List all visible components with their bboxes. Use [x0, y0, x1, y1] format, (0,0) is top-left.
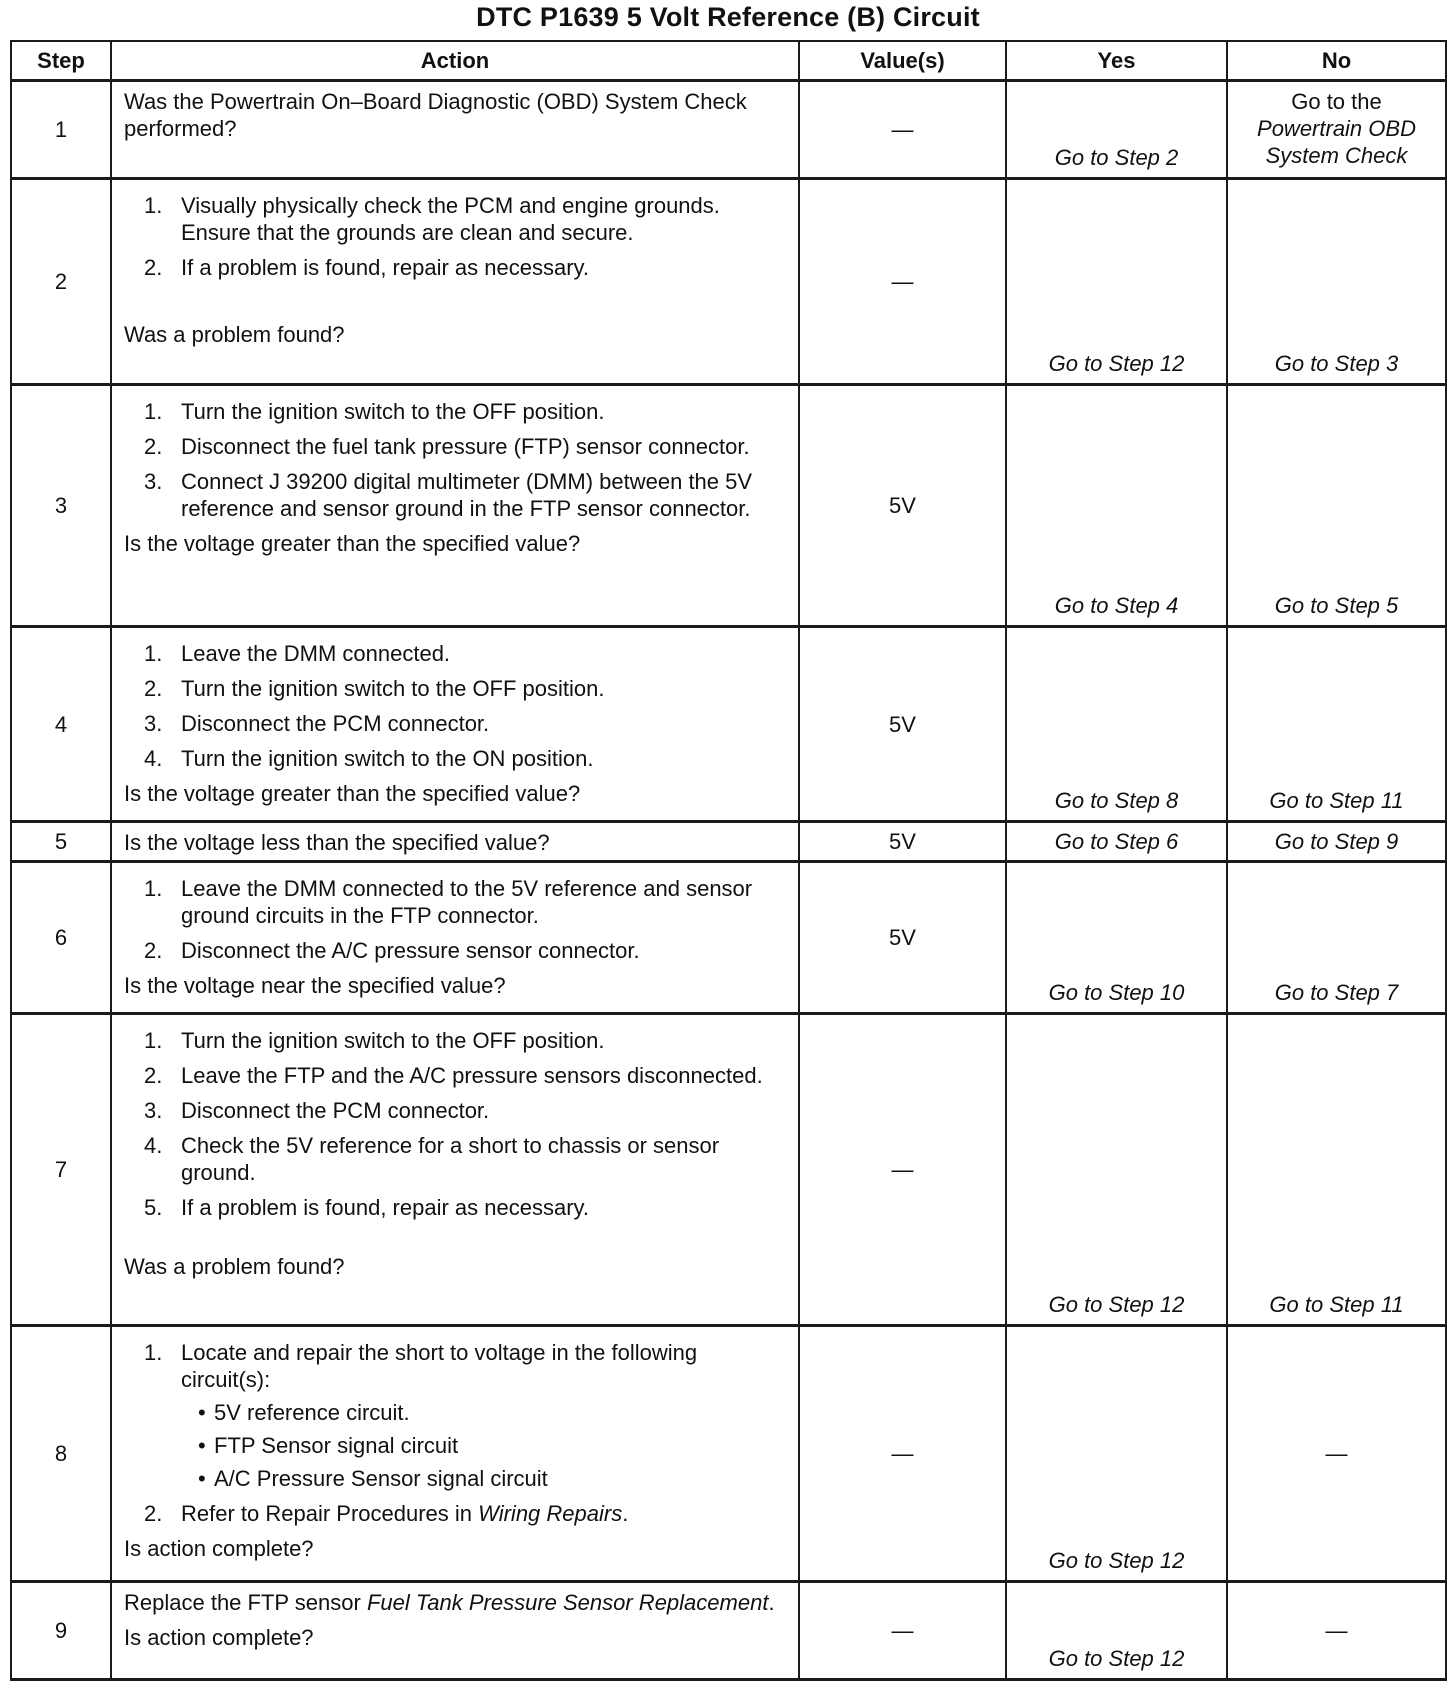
- action-steps: [124, 640, 786, 772]
- yes-cell: Go to Step 4: [1006, 385, 1227, 627]
- action-steps: [124, 398, 786, 522]
- action-question: Was a problem found?: [124, 1254, 345, 1279]
- circuit-list: [181, 1399, 786, 1492]
- value-cell: 5V: [799, 862, 1006, 1014]
- action-step: 2. If a problem is found, repair as necessary.: [144, 255, 590, 280]
- no-cell: Go to Step 3: [1227, 179, 1446, 385]
- action-step: 4. Turn the ignition switch to the ON position.: [144, 746, 594, 771]
- header-values: Value(s): [799, 41, 1006, 81]
- action-cell: [111, 822, 799, 862]
- no-cell: Go to Step 9: [1227, 822, 1446, 862]
- no-text-link: Powertrain OBD System Check: [1257, 116, 1416, 168]
- action-text: Was the Powertrain On–Board Diagnostic (OBD) System Check performed?: [124, 89, 747, 141]
- step-number: 9: [11, 1582, 111, 1680]
- action-question: Is action complete?: [124, 1625, 314, 1650]
- action-step: 1. Turn the ignition switch to the OFF position.: [144, 399, 605, 424]
- value-cell: 5V: [799, 822, 1006, 862]
- value-cell: —: [799, 81, 1006, 179]
- action-step: 3. Disconnect the PCM connector.: [144, 711, 490, 736]
- action-step: 3. Disconnect the PCM connector.: [144, 1098, 490, 1123]
- action-steps: [124, 1027, 786, 1221]
- action-step: 1. Leave the DMM connected to the 5V reference and sensor ground circuits in the FTP connector.: [144, 876, 753, 928]
- action-steps: [124, 875, 786, 964]
- action-step: 2. Disconnect the fuel tank pressure (FTP) sensor connector.: [144, 434, 750, 459]
- action-cell: [111, 1582, 799, 1680]
- action-cell: [111, 1326, 799, 1582]
- no-cell: Go to Step 7: [1227, 862, 1446, 1014]
- list-item: • A/C Pressure Sensor signal circuit: [181, 1465, 786, 1492]
- list-item: • FTP Sensor signal circuit: [181, 1432, 786, 1459]
- action-step: 2. Leave the FTP and the A/C pressure sensors disconnected.: [144, 1063, 763, 1088]
- value-cell: —: [799, 179, 1006, 385]
- table-row: [11, 627, 1446, 822]
- action-step: 1. Leave the DMM connected.: [144, 641, 451, 666]
- action-step: 4. Check the 5V reference for a short to chassis or sensor ground.: [144, 1133, 720, 1185]
- action-question: Is the voltage greater than the specified value?: [124, 531, 581, 556]
- diagnostic-table: [10, 40, 1447, 1681]
- value-cell: 5V: [799, 627, 1006, 822]
- table-row: [11, 81, 1446, 179]
- wiring-repairs-reference: Wiring Repairs: [478, 1501, 623, 1526]
- value-cell: 5V: [799, 385, 1006, 627]
- action-question: Is the voltage greater than the specified value?: [124, 781, 581, 806]
- table-row: [11, 179, 1446, 385]
- action-question: Was a problem found?: [124, 322, 345, 347]
- action-cell: [111, 179, 799, 385]
- step-number: 7: [11, 1014, 111, 1326]
- table-row: [11, 1582, 1446, 1680]
- yes-cell: Go to Step 12: [1006, 1582, 1227, 1680]
- action-step: 1. Turn the ignition switch to the OFF position.: [144, 1028, 605, 1053]
- header-no: No: [1227, 41, 1446, 81]
- action-cell: [111, 862, 799, 1014]
- table-row: [11, 385, 1446, 627]
- no-cell: [1227, 81, 1446, 179]
- no-text-line1: Go to the: [1291, 89, 1382, 114]
- no-cell: —: [1227, 1582, 1446, 1680]
- step-number: 5: [11, 822, 111, 862]
- step-number: 8: [11, 1326, 111, 1582]
- action-steps: [124, 192, 786, 281]
- yes-cell: Go to Step 12: [1006, 1014, 1227, 1326]
- action-question: Is the voltage near the specified value?: [124, 973, 506, 998]
- action-step: 2. Disconnect the A/C pressure sensor connector.: [144, 938, 640, 963]
- yes-cell: Go to Step 12: [1006, 1326, 1227, 1582]
- no-cell: —: [1227, 1326, 1446, 1582]
- table-row: [11, 822, 1446, 862]
- yes-cell: Go to Step 2: [1006, 81, 1227, 179]
- yes-cell: Go to Step 12: [1006, 179, 1227, 385]
- action-cell: [111, 385, 799, 627]
- page-title: DTC P1639 5 Volt Reference (B) Circuit: [476, 2, 980, 32]
- no-cell: Go to Step 11: [1227, 627, 1446, 822]
- list-item: • 5V reference circuit.: [181, 1399, 786, 1426]
- no-cell: Go to Step 11: [1227, 1014, 1446, 1326]
- value-cell: —: [799, 1326, 1006, 1582]
- header-step: Step: [11, 41, 111, 81]
- action-cell: [111, 627, 799, 822]
- table-row: [11, 1326, 1446, 1582]
- step-number: 4: [11, 627, 111, 822]
- table-row: [11, 1014, 1446, 1326]
- action-cell: [111, 81, 799, 179]
- yes-cell: Go to Step 10: [1006, 862, 1227, 1014]
- action-step: 2. Refer to Repair Procedures in Wiring Repairs.: [144, 1501, 629, 1526]
- value-cell: —: [799, 1582, 1006, 1680]
- step-number: 6: [11, 862, 111, 1014]
- action-step: 2. Turn the ignition switch to the OFF position.: [144, 676, 605, 701]
- header-row: [11, 41, 1446, 81]
- action-step: 3. Connect J 39200 digital multimeter (DMM) between the 5V reference and sensor ground in the FTP sensor connector.: [144, 469, 753, 521]
- no-cell: Go to Step 5: [1227, 385, 1446, 627]
- action-step: 1. Locate and repair the short to voltage in the following circuit(s): • 5V reference circuit. • FTP Sensor signal circuit • A/C Pressure Sensor signal circuit: [124, 1339, 786, 1492]
- action-cell: [111, 1014, 799, 1326]
- yes-cell: Go to Step 6: [1006, 822, 1227, 862]
- header-action: Action: [111, 41, 799, 81]
- action-step: 5. If a problem is found, repair as necessary.: [144, 1195, 590, 1220]
- action-text: Replace the FTP sensor Fuel Tank Pressure Sensor Replacement.: [124, 1590, 775, 1615]
- value-cell: —: [799, 1014, 1006, 1326]
- step-number: 3: [11, 385, 111, 627]
- action-steps: [124, 1339, 786, 1527]
- step-number: 1: [11, 81, 111, 179]
- table-row: [11, 862, 1446, 1014]
- action-question: Is action complete?: [124, 1536, 314, 1561]
- action-question: Is the voltage less than the specified value?: [124, 829, 550, 855]
- yes-cell: Go to Step 8: [1006, 627, 1227, 822]
- ftp-replacement-reference: Fuel Tank Pressure Sensor Replacement: [366, 1590, 769, 1615]
- step-number: 2: [11, 179, 111, 385]
- action-step: 1. Visually physically check the PCM and engine grounds. Ensure that the grounds are clean and secure.: [144, 193, 720, 245]
- header-yes: Yes: [1006, 41, 1227, 81]
